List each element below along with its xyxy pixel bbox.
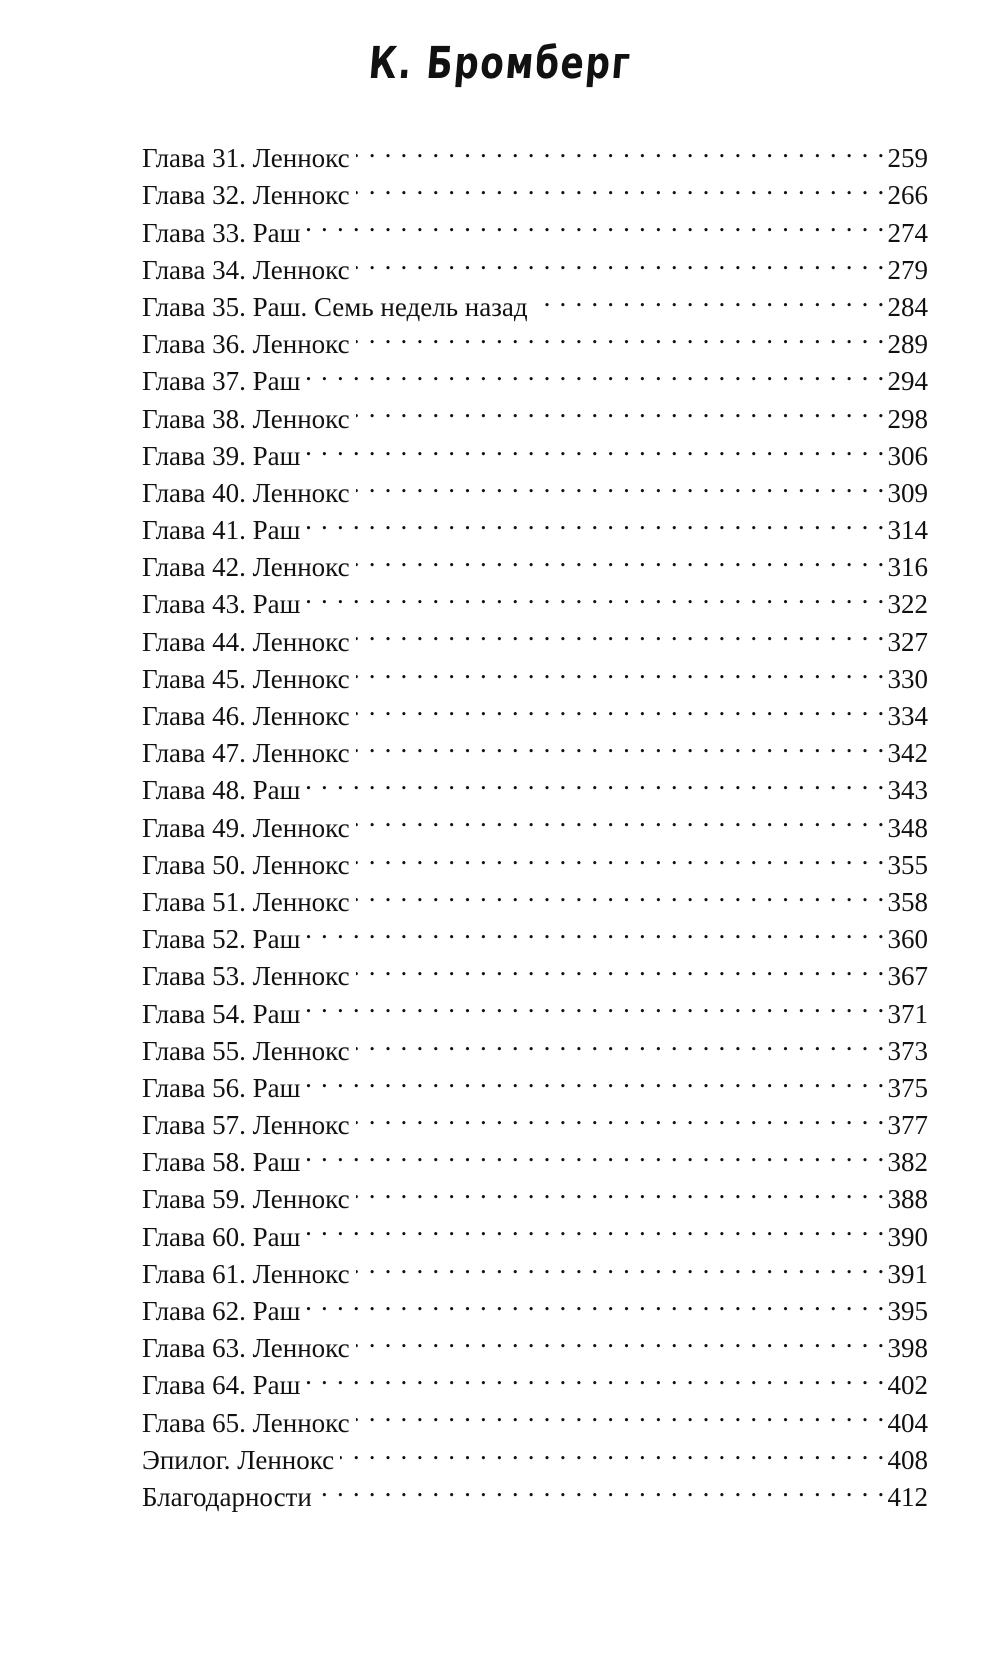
toc-entry-title: Глава 56. Раш [142, 1072, 301, 1103]
toc-entry-title: Глава 64. Раш [142, 1370, 301, 1401]
running-head-author: К. Бромберг [366, 38, 634, 89]
toc-entry-leader-dots [356, 390, 886, 427]
toc-entry-title: Глава 34. Леннокс [142, 254, 350, 285]
toc-entry-leader-dots [356, 725, 886, 762]
toc-entry-page-number: 388 [887, 1184, 928, 1215]
toc-entry-leader-dots [356, 316, 886, 353]
toc-entry-page-number: 367 [887, 961, 928, 992]
toc-entry-page-number: 259 [887, 143, 928, 174]
toc-entry-page-number: 395 [887, 1296, 928, 1326]
toc-entry-title: Глава 43. Раш [142, 589, 301, 620]
toc-entry-title: Глава 40. Леннокс [142, 477, 350, 508]
toc-entry-leader-dots [356, 1394, 886, 1431]
toc-entry-leader-dots [356, 1097, 886, 1134]
toc-entry-leader-dots [306, 353, 885, 390]
toc-entry-leader-dots [306, 911, 885, 948]
toc-entry-leader-dots [356, 874, 886, 911]
toc-entry-page-number: 391 [887, 1258, 928, 1289]
toc-entry-page-number: 284 [887, 291, 928, 322]
toc-entry-page-number: 398 [887, 1333, 928, 1364]
toc-entry-title: Глава 45. Леннокс [142, 663, 350, 694]
toc-entry-leader-dots [356, 1320, 886, 1357]
toc-entry-title: Глава 38. Леннокс [142, 403, 350, 434]
toc-entry-title: Глава 54. Раш [142, 998, 301, 1029]
toc-entry-title: Глава 41. Раш [142, 515, 301, 546]
toc-entry-page-number: 412 [887, 1481, 928, 1512]
toc-entry-leader-dots [356, 1023, 886, 1060]
toc-entry-title: Глава 32. Леннокс [142, 180, 350, 211]
toc-entry [142, 130, 928, 174]
toc-entry-page-number: 314 [887, 515, 928, 546]
toc-entry-page-number: 342 [887, 738, 928, 769]
toc-entry-page-number: 327 [887, 626, 928, 657]
toc-entry-page-number: 348 [887, 812, 928, 843]
toc-entry-title: Глава 63. Леннокс [142, 1333, 350, 1364]
toc-entry-leader-dots [356, 613, 886, 650]
toc-entry-page-number: 316 [887, 552, 928, 583]
toc-entry-page-number: 289 [887, 329, 928, 360]
toc-entry-title: Глава 44. Леннокс [142, 626, 350, 657]
toc-entry-leader-dots [356, 688, 886, 725]
toc-entry-title: Глава 42. Леннокс [142, 552, 350, 583]
toc-entry-page-number: 355 [887, 849, 928, 880]
toc-entry-leader-dots [356, 799, 886, 836]
toc-entry-leader-dots [306, 502, 885, 539]
toc-entry-title: Глава 62. Раш [142, 1296, 301, 1326]
toc-entry-page-number: 330 [887, 663, 928, 694]
toc-entry-page-number: 266 [887, 180, 928, 211]
toc-entry-title: Глава 61. Леннокс [142, 1258, 350, 1289]
toc-entry-leader-dots [356, 130, 886, 167]
toc-entry-title: Глава 53. Леннокс [142, 961, 350, 992]
toc-entry-page-number: 375 [887, 1072, 928, 1103]
toc-entry-page-number: 358 [887, 886, 928, 917]
toc-entry-title: Глава 35. Раш. Семь недель назад [142, 291, 528, 322]
toc-entry-leader-dots [356, 948, 886, 985]
toc-entry-title: Глава 48. Раш [142, 775, 301, 806]
toc-entry-title: Глава 50. Леннокс [142, 849, 350, 880]
toc-entry-title: Глава 33. Раш [142, 217, 301, 248]
toc-entry-title: Глава 51. Леннокс [142, 886, 350, 917]
toc-entry-leader-dots [306, 1060, 885, 1097]
toc-entry-title: Эпилог. Леннокс [142, 1444, 335, 1475]
toc-entry-title: Глава 58. Раш [142, 1147, 301, 1178]
toc-entry-title: Глава 46. Леннокс [142, 701, 350, 731]
toc-entry-title: Глава 37. Раш [142, 366, 301, 397]
toc-entry-leader-dots [356, 465, 886, 502]
toc-entry-leader-dots [356, 1171, 886, 1208]
toc-entry-page-number: 309 [887, 477, 928, 508]
toc-entry-page-number: 382 [887, 1147, 928, 1178]
toc-entry-leader-dots [306, 1208, 885, 1245]
toc-entry-leader-dots [356, 651, 886, 688]
toc-entry-title: Глава 60. Раш [142, 1221, 301, 1252]
toc-entry-title: Глава 47. Леннокс [142, 738, 350, 769]
toc-entry-title: Глава 55. Леннокс [142, 1035, 350, 1066]
toc-entry-page-number: 274 [887, 217, 928, 248]
toc-entry-leader-dots [356, 837, 886, 874]
toc-entry-page-number: 306 [887, 440, 928, 471]
toc-entry-page-number: 373 [887, 1035, 928, 1066]
toc-entry-page-number: 390 [887, 1221, 928, 1252]
toc-entry-page-number: 294 [887, 366, 928, 397]
toc-entry-leader-dots [306, 1283, 885, 1320]
toc-entry-title: Благодарности [142, 1481, 312, 1512]
toc-entry-page-number: 402 [887, 1370, 928, 1401]
toc-entry-title: Глава 39. Раш [142, 440, 301, 471]
toc-entry-leader-dots [306, 428, 885, 465]
toc-entry-title: Глава 31. Леннокс [142, 143, 350, 174]
toc-entry-leader-dots [306, 762, 885, 799]
toc-entry-page-number: 298 [887, 403, 928, 434]
toc-entry-leader-dots [356, 1246, 886, 1283]
toc-entry-leader-dots [306, 1134, 885, 1171]
toc-entry-leader-dots [356, 167, 886, 204]
toc-entry-leader-dots [340, 1432, 885, 1469]
toc-entry-page-number: 322 [887, 589, 928, 620]
toc-entry-page-number: 343 [887, 775, 928, 806]
toc-entry-leader-dots [356, 539, 886, 576]
toc-entry-page-number: 371 [887, 998, 928, 1029]
toc-entry-page-number: 334 [887, 701, 928, 731]
toc-entry-leader-dots [306, 985, 885, 1022]
toc-entry-leader-dots [306, 1357, 885, 1394]
toc-entry-title: Глава 49. Леннокс [142, 812, 350, 843]
toc-entry-page-number: 279 [887, 254, 928, 285]
toc-entry-page-number: 377 [887, 1110, 928, 1141]
table-of-contents [142, 130, 928, 1512]
toc-entry-leader-dots [356, 242, 886, 279]
toc-entry-page-number: 408 [887, 1444, 928, 1475]
toc-entry-title: Глава 65. Леннокс [142, 1407, 350, 1438]
toc-entry-leader-dots [306, 576, 885, 613]
toc-entry-page-number: 404 [887, 1407, 928, 1438]
toc-entry-title: Глава 36. Леннокс [142, 329, 350, 360]
toc-entry-leader-dots [534, 279, 886, 316]
toc-entry-page-number: 360 [887, 924, 928, 955]
toc-entry-title: Глава 52. Раш [142, 924, 301, 955]
toc-entry-title: Глава 59. Леннокс [142, 1184, 350, 1215]
toc-entry-title: Глава 57. Леннокс [142, 1110, 350, 1141]
toc-entry-leader-dots [318, 1469, 886, 1506]
toc-entry-leader-dots [306, 204, 885, 241]
